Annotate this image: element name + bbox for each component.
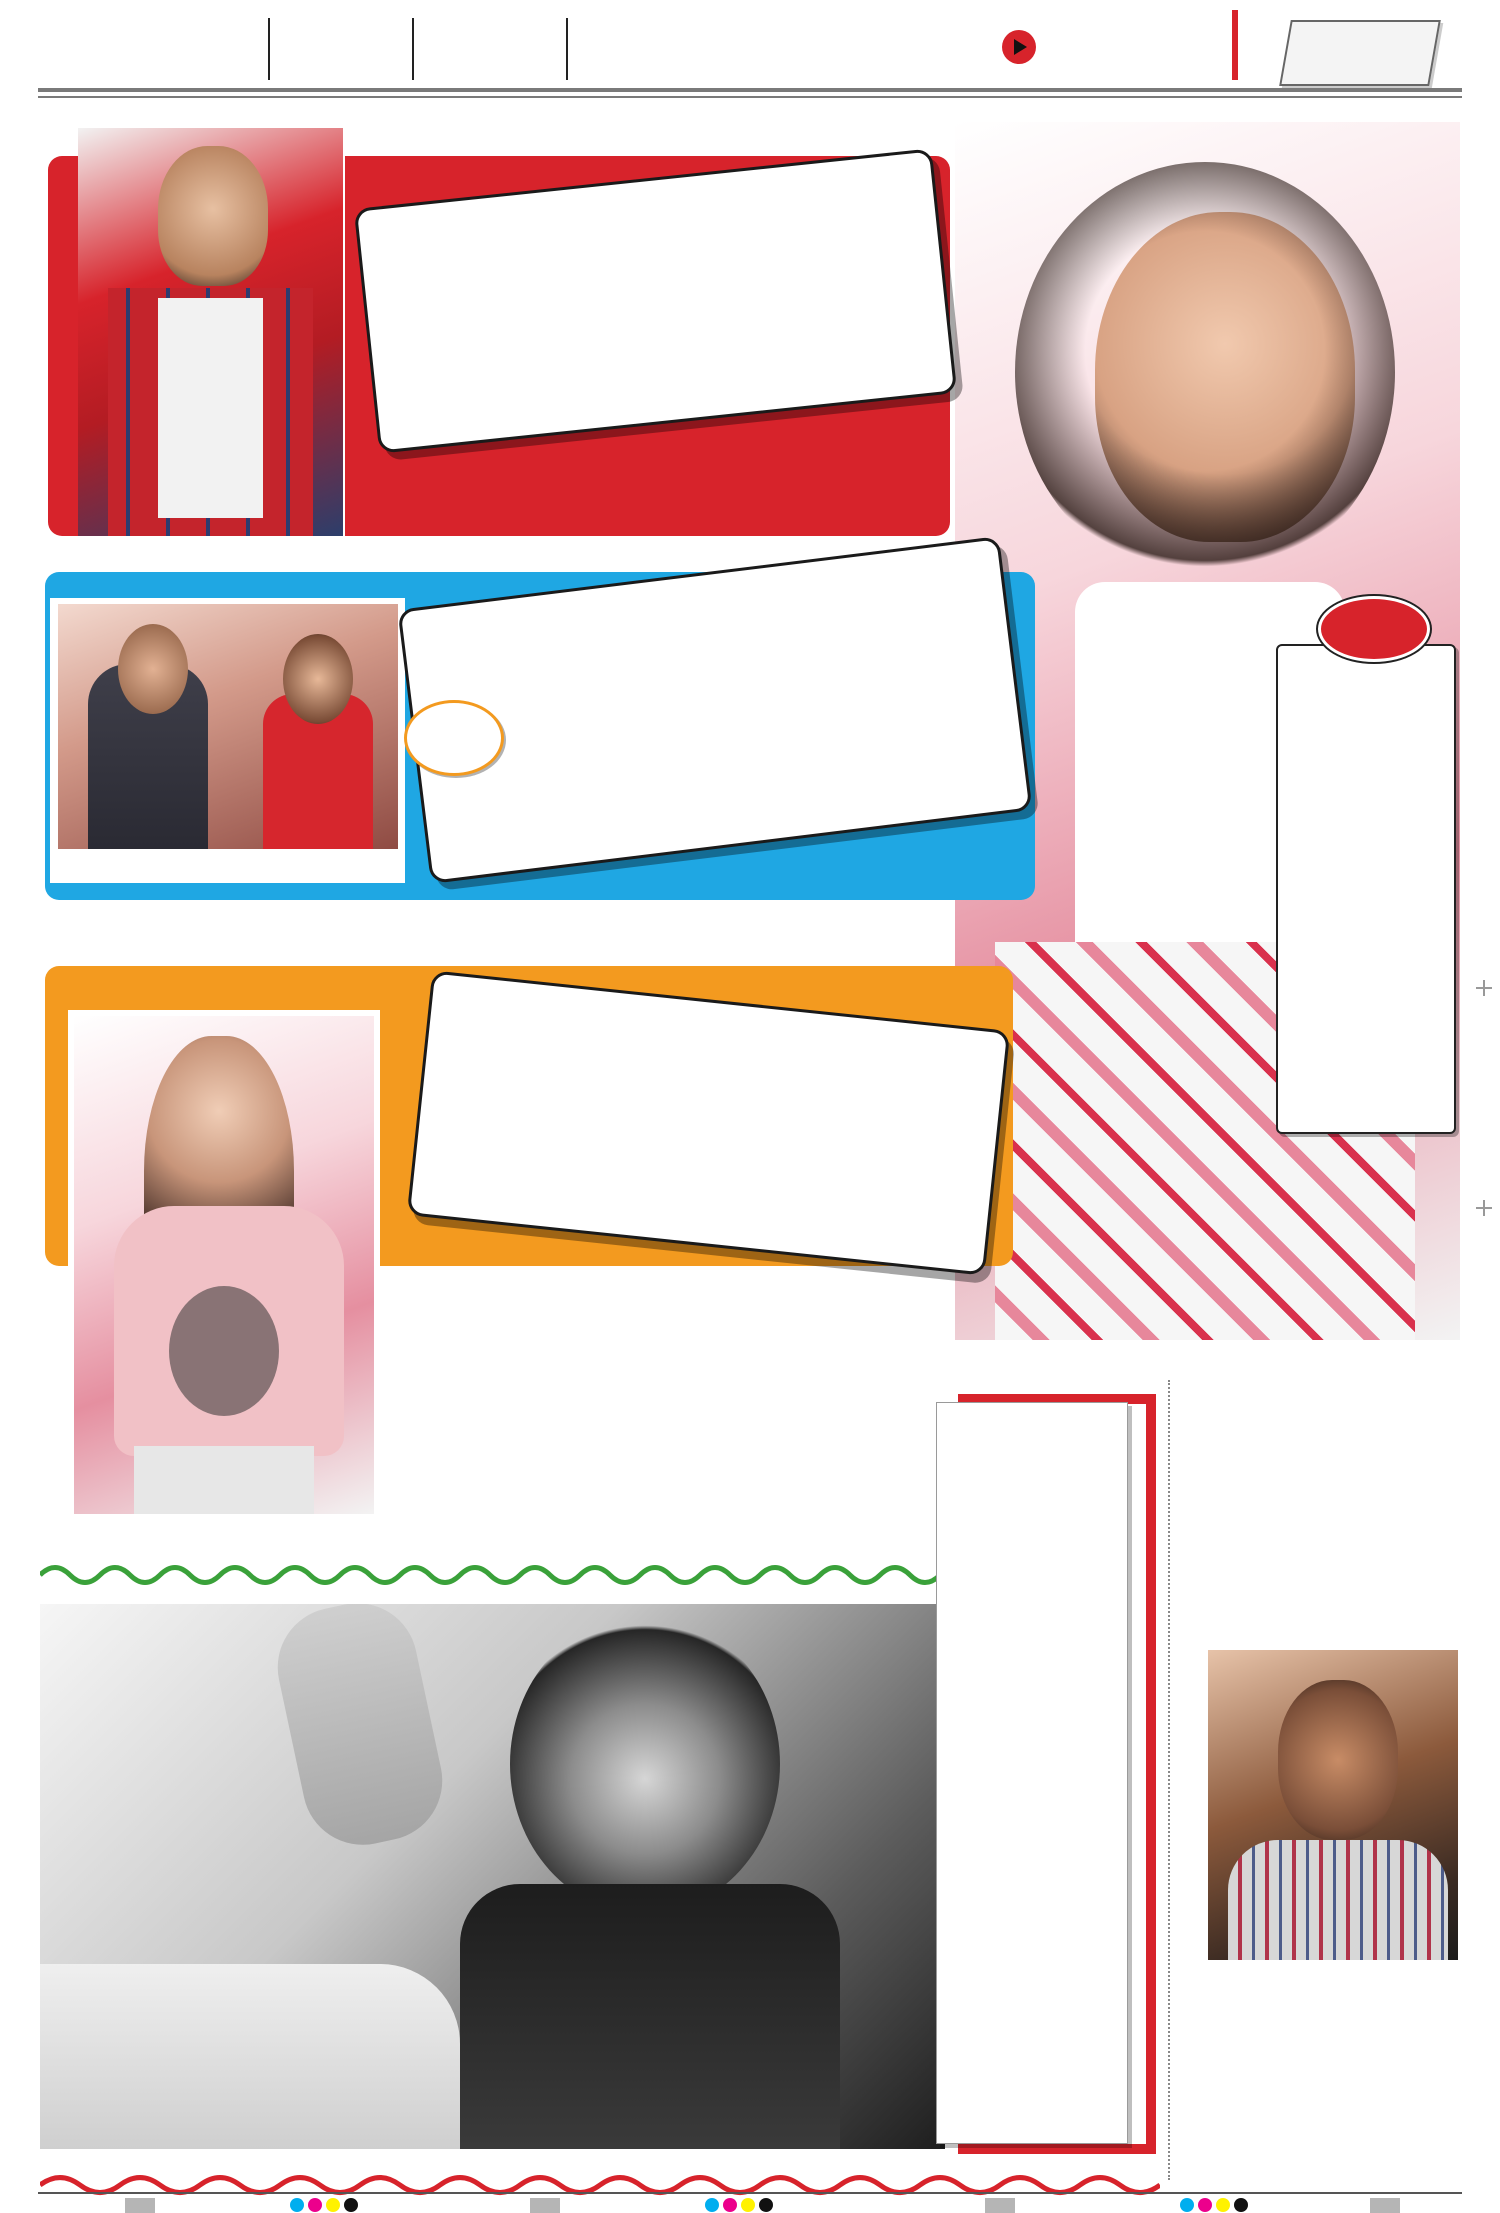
cmk-marks-left	[12, 58, 26, 118]
cyan-swatch	[290, 2198, 304, 2212]
priyanka-photo-caption	[110, 1808, 180, 1826]
magenta-swatch	[308, 2198, 322, 2212]
priyanka-box-heading	[945, 1439, 1121, 1483]
green-wave-divider	[40, 1560, 940, 1590]
folio-number	[1452, 2180, 1472, 2194]
shahid-photo-caption	[100, 196, 180, 214]
masthead-divider-1	[268, 18, 270, 80]
masthead-divider-3	[566, 18, 568, 80]
priyanka-box	[936, 1402, 1128, 2144]
bapi-body-top	[1182, 1508, 1460, 1636]
shahid-story-col-2	[653, 190, 926, 402]
registration-mark	[1476, 980, 1492, 996]
masthead-divider-2	[412, 18, 414, 80]
bombay-velvet-headline	[430, 1310, 950, 1390]
sonam-photo	[74, 1016, 374, 1514]
sonam-story-col-1	[435, 1052, 707, 1228]
masthead-rule-thin	[38, 96, 1462, 98]
black-swatch	[344, 2198, 358, 2212]
yellow-swatch	[1216, 2198, 1230, 2212]
bapi-photo	[1208, 1650, 1458, 1960]
priyanka-box-body	[951, 1495, 1113, 2131]
katrina-sidebar-body	[1288, 684, 1448, 1124]
cmk-marks-right-top	[1480, 58, 1494, 118]
section-accent-bar	[1232, 10, 1238, 80]
masthead-rule	[38, 88, 1462, 92]
bapi-photo-caption	[1296, 1990, 1376, 2008]
maaya-photo-frame	[50, 598, 405, 883]
magenta-swatch	[723, 2198, 737, 2212]
katrina-sidebar-box	[1276, 644, 1456, 1134]
maaya-photo-caption	[120, 856, 340, 876]
sonam-story-col-2	[706, 1080, 978, 1256]
cyan-swatch	[705, 2198, 719, 2212]
footer-rule	[38, 2192, 1462, 2194]
bapi-headline-line-2	[1182, 1448, 1460, 1504]
page-number-tab	[1279, 20, 1441, 86]
print-grey-block	[985, 2198, 1015, 2213]
section-play-icon	[1002, 30, 1036, 64]
maaya-story-col-1	[463, 597, 739, 856]
print-grey-block	[125, 2198, 155, 2213]
masthead-logo	[58, 8, 268, 80]
black-swatch	[759, 2198, 773, 2212]
katrina-sidebar-heading-badge	[1318, 596, 1430, 662]
maaya-badge	[404, 700, 504, 776]
cmk-marks-left-bottom	[12, 2150, 26, 2210]
katrina-photo-caption	[1340, 170, 1430, 190]
maaya-photo	[58, 604, 398, 849]
magenta-swatch	[1198, 2198, 1212, 2212]
bapi-body-bottom	[1182, 2026, 1460, 2162]
shahid-photo	[78, 128, 343, 536]
red-wave-divider	[40, 2170, 1160, 2200]
masthead	[0, 0, 1500, 110]
black-swatch	[1234, 2198, 1248, 2212]
yellow-swatch	[326, 2198, 340, 2212]
print-grey-block	[530, 2198, 560, 2213]
column-divider	[1168, 1380, 1170, 2180]
bombay-velvet-col-1	[430, 1400, 690, 1526]
yellow-swatch	[741, 2198, 755, 2212]
shahid-story-col-1	[391, 274, 658, 430]
masthead-weekday	[284, 14, 414, 44]
cyan-swatch	[1180, 2198, 1194, 2212]
masthead-year	[428, 22, 568, 70]
sonam-photo-frame	[68, 1010, 380, 1520]
section-title	[1046, 14, 1226, 78]
shahid-red-band	[48, 156, 78, 536]
shahid-headline	[383, 198, 687, 285]
priyanka-photo	[40, 1604, 945, 2149]
bombay-velvet-col-2	[704, 1400, 964, 1526]
print-grey-block	[1370, 2198, 1400, 2213]
bapi-headline-line-1	[1182, 1394, 1460, 1450]
maaya-story-col-2	[723, 564, 1004, 823]
sonam-photo-caption	[286, 1058, 366, 1076]
masthead-date	[284, 48, 414, 78]
registration-mark	[1476, 1200, 1492, 1216]
